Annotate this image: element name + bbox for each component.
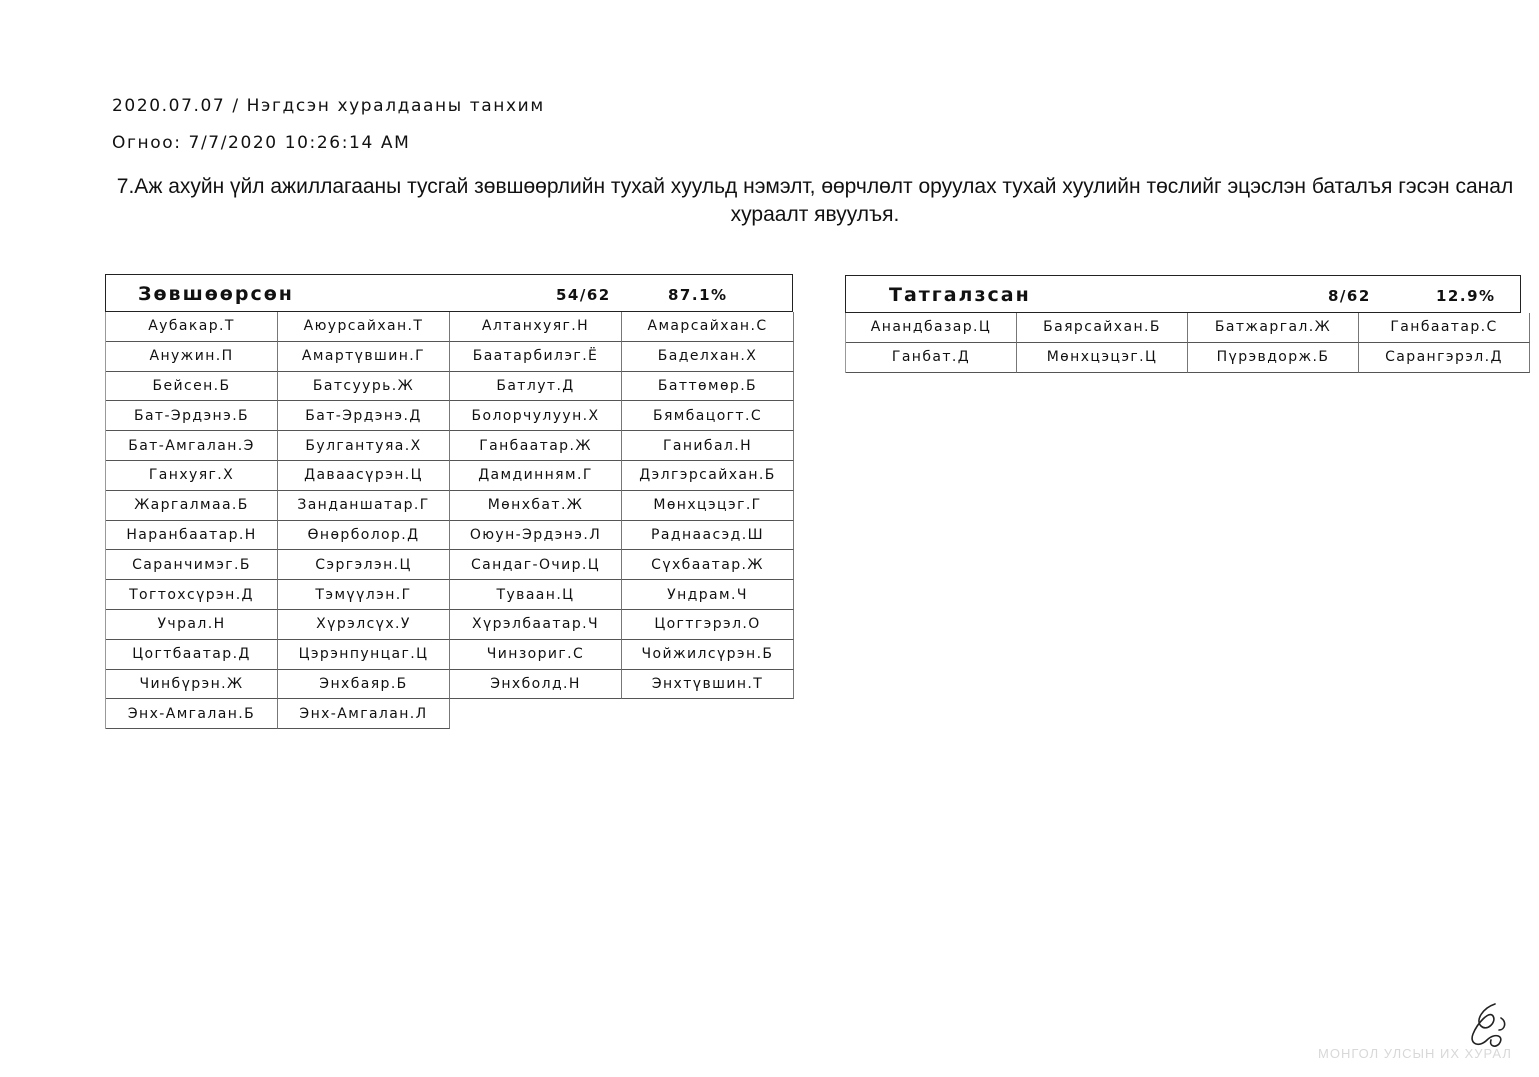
- rejected-member-cell: Ганбат.Д: [846, 343, 1017, 373]
- approved-member-cell: Занданшатар.Г: [278, 491, 450, 521]
- approved-member-cell: Болорчулуун.Х: [450, 401, 622, 431]
- approved-member-cell: Амартүвшин.Г: [278, 342, 450, 372]
- approved-member-cell: Сандаг-Очир.Ц: [450, 550, 622, 580]
- approved-member-cell: Бат-Амгалан.Э: [106, 431, 278, 461]
- approved-member-cell: Энх-Амгалан.Б: [106, 699, 278, 729]
- rejected-member-cell: Мөнхцэцэг.Ц: [1017, 343, 1188, 373]
- approved-member-cell: Ганибал.Н: [622, 431, 794, 461]
- approved-member-cell: Аюурсайхан.Т: [278, 312, 450, 342]
- approved-member-cell: Наранбаатар.Н: [106, 521, 278, 551]
- approved-percent: 87.1%: [668, 286, 728, 304]
- rejected-names-table: [845, 313, 1521, 373]
- approved-member-cell: Цогтбаатар.Д: [106, 640, 278, 670]
- approved-member-cell: Батлут.Д: [450, 372, 622, 402]
- approved-header: [105, 274, 793, 312]
- approved-member-cell: Цэрэнпунцаг.Ц: [278, 640, 450, 670]
- rejected-member-cell: Батжаргал.Ж: [1188, 313, 1359, 343]
- approved-title: Зөвшөөрсөн: [138, 283, 294, 305]
- motion-text: 7.Аж ахуйн үйл ажиллагааны тусгай зөвшөөрлийн тухай хуульд нэмэлт, өөрчлөлт оруулах тухай хуулийн төслийг эцэслэн баталъя гэсэн санал хураалт явуулъя.: [116, 175, 1514, 226]
- approved-member-cell: Мөнхцэцэг.Г: [622, 491, 794, 521]
- rejected-title: Татгалзсан: [889, 284, 1031, 306]
- approved-member-cell: Чинбүрэн.Ж: [106, 670, 278, 700]
- approved-member-cell: Амарсайхан.С: [622, 312, 794, 342]
- approved-member-cell: Энхбаяр.Б: [278, 670, 450, 700]
- approved-member-cell: Батсуурь.Ж: [278, 372, 450, 402]
- signature-mark: [1465, 1000, 1511, 1050]
- watermark: МОНГОЛ УЛСЫН ИХ ХУРАЛ: [1318, 1046, 1512, 1061]
- approved-member-cell: Чинзориг.С: [450, 640, 622, 670]
- approved-member-cell: Бат-Эрдэнэ.Б: [106, 401, 278, 431]
- approved-member-cell: Бат-Эрдэнэ.Д: [278, 401, 450, 431]
- approved-member-cell: Туваан.Ц: [450, 580, 622, 610]
- approved-member-cell: Ганбаатар.Ж: [450, 431, 622, 461]
- rejected-member-cell: Сарангэрэл.Д: [1359, 343, 1530, 373]
- approved-member-cell: Раднаасэд.Ш: [622, 521, 794, 551]
- approved-panel: [105, 274, 793, 729]
- approved-member-cell: Дэлгэрсайхан.Б: [622, 461, 794, 491]
- approved-member-cell: Анужин.П: [106, 342, 278, 372]
- approved-member-cell: Баатарбилэг.Ё: [450, 342, 622, 372]
- rejected-member-cell: Ганбаатар.С: [1359, 313, 1530, 343]
- vote-date: Огноо: 7/7/2020 10:26:14 AM: [112, 133, 411, 153]
- approved-member-cell: Цогтгэрэл.О: [622, 610, 794, 640]
- approved-member-cell: Энх-Амгалан.Л: [278, 699, 450, 729]
- approved-member-cell: Учрал.Н: [106, 610, 278, 640]
- session-title: 2020.07.07 / Нэгдсэн хуралдааны танхим: [112, 96, 545, 116]
- approved-member-cell: Бямбацогт.С: [622, 401, 794, 431]
- approved-member-cell: Хүрэлбаатар.Ч: [450, 610, 622, 640]
- approved-member-cell: Ундрам.Ч: [622, 580, 794, 610]
- rejected-panel: [845, 275, 1521, 373]
- rejected-member-cell: Анандбазар.Ц: [846, 313, 1017, 343]
- approved-member-cell: Өнөрболор.Д: [278, 521, 450, 551]
- approved-member-cell: Даваасүрэн.Ц: [278, 461, 450, 491]
- approved-member-cell: Тогтохсүрэн.Д: [106, 580, 278, 610]
- rejected-count: 8/62: [1328, 287, 1371, 305]
- approved-member-cell: Хүрэлсүх.У: [278, 610, 450, 640]
- approved-member-cell: Баделхан.Х: [622, 342, 794, 372]
- approved-member-cell: Бейсен.Б: [106, 372, 278, 402]
- approved-member-cell: Энхтүвшин.Т: [622, 670, 794, 700]
- approved-member-cell: Алтанхуяг.Н: [450, 312, 622, 342]
- approved-member-cell: Тэмүүлэн.Г: [278, 580, 450, 610]
- approved-member-cell: Чойжилсүрэн.Б: [622, 640, 794, 670]
- approved-member-cell: Дамдинням.Г: [450, 461, 622, 491]
- rejected-header: [845, 275, 1521, 313]
- approved-count: 54/62: [556, 286, 611, 304]
- approved-member-cell: Булгантуяа.Х: [278, 431, 450, 461]
- rejected-member-cell: Баярсайхан.Б: [1017, 313, 1188, 343]
- rejected-percent: 12.9%: [1436, 287, 1496, 305]
- approved-member-cell: Оюун-Эрдэнэ.Л: [450, 521, 622, 551]
- rejected-member-cell: Пүрэвдорж.Б: [1188, 343, 1359, 373]
- approved-member-cell: Мөнхбат.Ж: [450, 491, 622, 521]
- approved-member-cell: Саранчимэг.Б: [106, 550, 278, 580]
- approved-member-cell: Жаргалмаа.Б: [106, 491, 278, 521]
- approved-member-cell: Аубакар.Т: [106, 312, 278, 342]
- approved-names-table: [105, 312, 793, 729]
- approved-member-cell: Энхболд.Н: [450, 670, 622, 700]
- approved-member-cell: Сүхбаатар.Ж: [622, 550, 794, 580]
- approved-member-cell: Сэргэлэн.Ц: [278, 550, 450, 580]
- approved-member-cell: Баттөмөр.Б: [622, 372, 794, 402]
- approved-member-cell: Ганхуяг.Х: [106, 461, 278, 491]
